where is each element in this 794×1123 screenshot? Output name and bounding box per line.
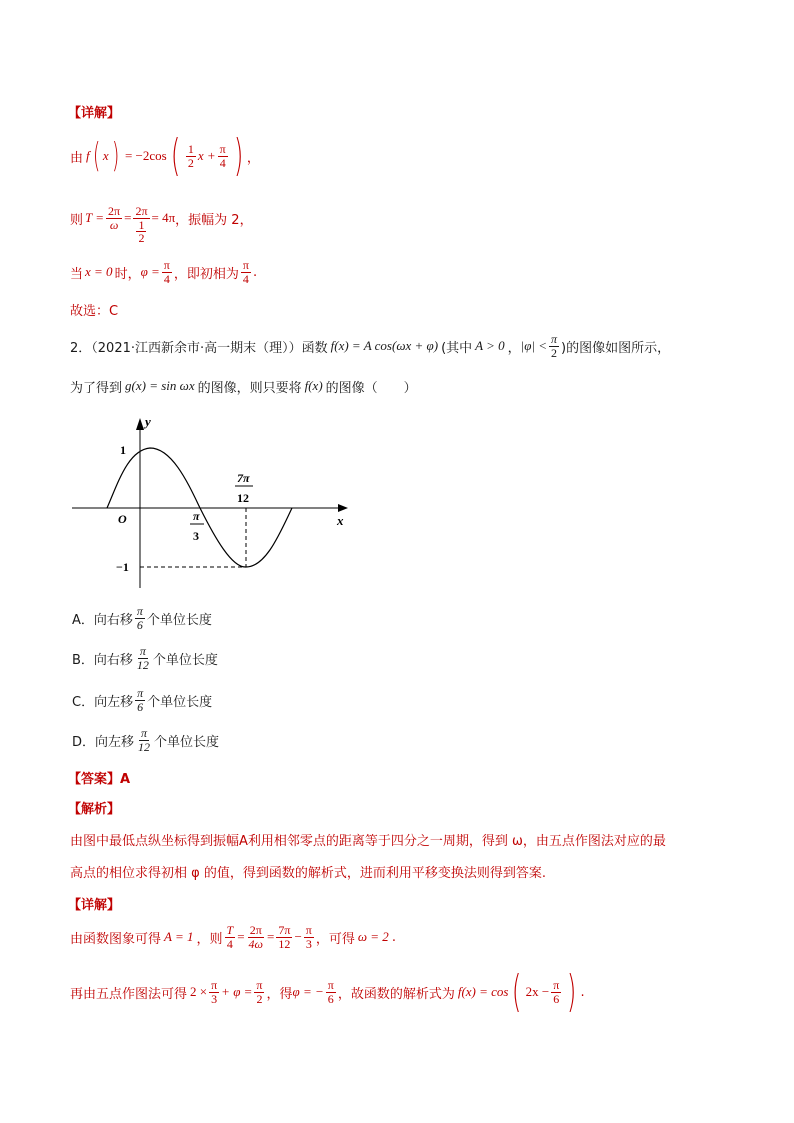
- detail-line-2: 再由五点作图法可得 2 × $\frac{\pi}{3}$ + φ = $\frac{\pi}{2}$ ，得 φ = − $\frac{\pi}{6}$ ，故函数的解析式为 f(x) = cos ( 2x − $\frac{\pi}{6}$ ) .: [70, 966, 585, 1017]
- option-d[interactable]: D．向左移 $\frac{\pi}{12}$ 个单位长度: [72, 725, 220, 754]
- analysis-line-1: 由图中最低点纵坐标得到振幅A利用相邻零点的距离等于四分之一周期，得到 ω，由五点作图法对应的最: [70, 834, 666, 849]
- y-label: y: [145, 414, 151, 429]
- cosine-graph: [70, 408, 360, 598]
- tick-label-pi3-den: 3: [193, 529, 199, 543]
- question-stem-line-1: 2．（2021·江西新余市·高一期末（理））函数 f(x) = A cos(ωx + φ) (其中 A > 0 ， |φ| < $\frac{\pi}{2}$ )的图像如图所示，: [70, 331, 671, 360]
- option-c[interactable]: C．向左移 $\frac{\pi}{6}$ 个单位长度: [72, 685, 213, 714]
- x-label: x: [337, 513, 344, 528]
- solution-line-2: 则 T = $\frac{2\pi}{\omega}$ = $\frac{2\pi}{\frac{1}{2}}$ = 4π ，振幅为 2，: [70, 203, 253, 246]
- x-axis-arrow: [338, 504, 348, 512]
- tick-label-neg1: −1: [116, 560, 129, 574]
- option-b[interactable]: B．向右移 $\frac{\pi}{12}$ 个单位长度: [72, 643, 218, 672]
- previous-answer: 故选：C: [70, 304, 119, 319]
- option-a[interactable]: A．向右移 $\frac{\pi}{6}$ 个单位长度: [72, 603, 212, 632]
- detail-line-1: 由函数图象可得 A = 1 ，则 $\frac{T}{4}$ = $\frac{2\pi}{4\omega}$ = $\frac{7\pi}{12}$ − $\frac{\pi}{3}$ ，可得 ω = 2 .: [70, 922, 396, 951]
- tick-label-pi3-num: π: [193, 509, 200, 523]
- y-axis-arrow: [136, 418, 144, 430]
- solution-line-1: 由 f ( x ) = −2cos ( $\frac{1}{2}$ x + $\frac{\pi}{4}$ ) ，: [70, 130, 260, 181]
- solution-line-3: 当 x = 0 时， φ = $\frac{\pi}{4}$ ，即初相为 $\frac{\pi}{4}$ .: [70, 257, 258, 286]
- tick-label-7pi12-num: 7π: [237, 471, 250, 485]
- answer-label: 【答案】A: [68, 772, 131, 787]
- analysis-label: 【解析】: [68, 802, 121, 817]
- tick-label-1: 1: [120, 443, 126, 457]
- detail-heading-2: 【详解】: [68, 898, 121, 913]
- origin-label: O: [118, 512, 127, 526]
- detail-heading: 【详解】: [68, 106, 121, 121]
- analysis-line-2: 高点的相位求得初相 φ 的值，得到函数的解析式，进而利用平移变换法则得到答案.: [70, 866, 546, 881]
- tick-label-7pi12-den: 12: [237, 491, 249, 505]
- question-stem-line-2: 为了得到 g(x) = sin ωx 的图像，则只要将 f(x) 的图像（ ）: [70, 378, 417, 396]
